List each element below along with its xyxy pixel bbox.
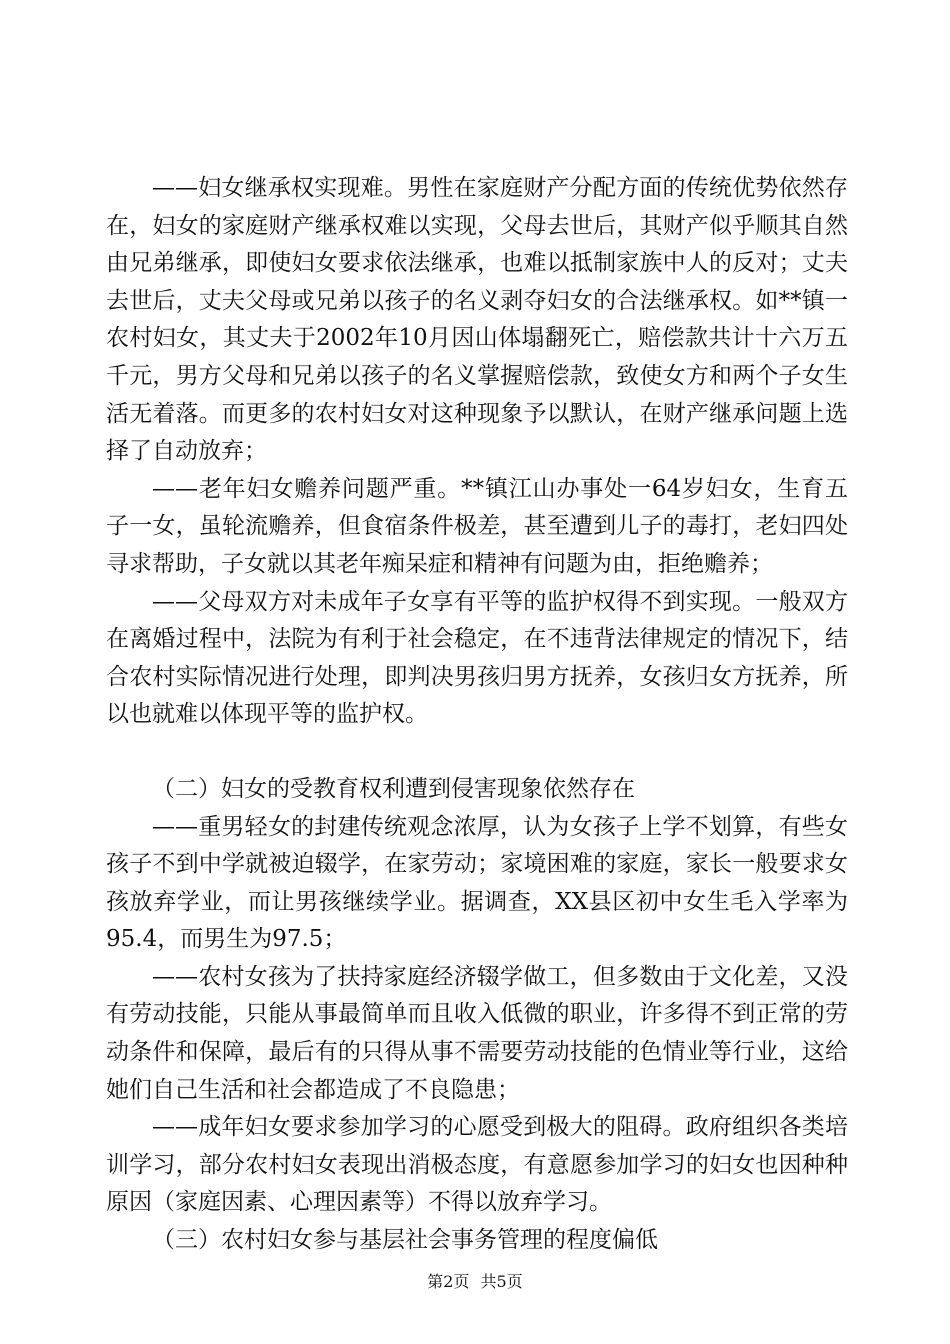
page-total: 共5页 xyxy=(480,1272,523,1291)
page-number: 第2页 xyxy=(427,1272,470,1291)
section-heading-participation: （三）农村妇女参与基层社会事务管理的程度偏低 xyxy=(152,1227,658,1254)
paragraph-elderly-support: ——老年妇女赡养问题严重。**镇江山办事处一64岁妇女，生育五子一女，虽轮流赡养，但食宿条件极差，甚至遭到儿子的毒打，老妇四处寻求帮助，子女就以其老年痴呆症和精神有问题为由，拒绝赡养； xyxy=(106,475,848,577)
page-footer xyxy=(0,1272,950,1292)
section-gap xyxy=(106,734,848,771)
section-heading-education: （二）妇女的受教育权利遭到侵害现象依然存在 xyxy=(152,775,635,802)
paragraph-inheritance: ——妇女继承权实现难。男性在家庭财产分配方面的传统优势依然存在，妇女的家庭财产继承权难以实现，父母去世后，其财产似乎顺其自然由兄弟继承，即使妇女要求依法继承，也难以抵制家族中人的反对；丈夫去世后，丈夫父母或兄弟以孩子的名义剥夺妇女的合法继承权。如**镇一农村妇女，其丈夫于2002年10月因山体塌翻死亡，赔偿款共计十六万五千元，男方父母和兄弟以孩子的名义掌握赔偿款，致使女方和两个子女生活无着落。而更多的农村妇女对这种现象予以默认，在财产继承问题上选择了自动放弃； xyxy=(106,175,848,465)
paragraph-son-preference: ——重男轻女的封建传统观念浓厚，认为女孩子上学不划算，有些女孩子不到中学就被迫辍学，在家劳动；家境困难的家庭，家长一般要求女孩放弃学业，而让男孩继续学业。据调查，XX县区初中女生毛入学率为95.4，而男生为97.5； xyxy=(106,813,848,953)
document-body xyxy=(106,170,848,1260)
paragraph-dropout-work: ——农村女孩为了扶持家庭经济辍学做工，但多数由于文化差，又没有劳动技能，只能从事最简单而且收入低微的职业，许多得不到正常的劳动条件和保障，最后有的只得从事不需要劳动技能的色情业等行业，这给她们自己生活和社会都造成了不良隐患； xyxy=(106,963,848,1103)
paragraph-adult-learning: ——成年妇女要求参加学习的心愿受到极大的阻碍。政府组织各类培训学习，部分农村妇女表现出消极态度，有意愿参加学习的妇女也因种种原因（家庭因素、心理因素等）不得以放弃学习。 xyxy=(106,1114,848,1216)
paragraph-custody: ——父母双方对未成年子女享有平等的监护权得不到实现。一般双方在离婚过程中，法院为有利于社会稳定，在不违背法律规定的情况下，结合农村实际情况进行处理，即判决男孩归男方抚养，女孩归女方抚养，所以也就难以体现平等的监护权。 xyxy=(106,588,848,728)
